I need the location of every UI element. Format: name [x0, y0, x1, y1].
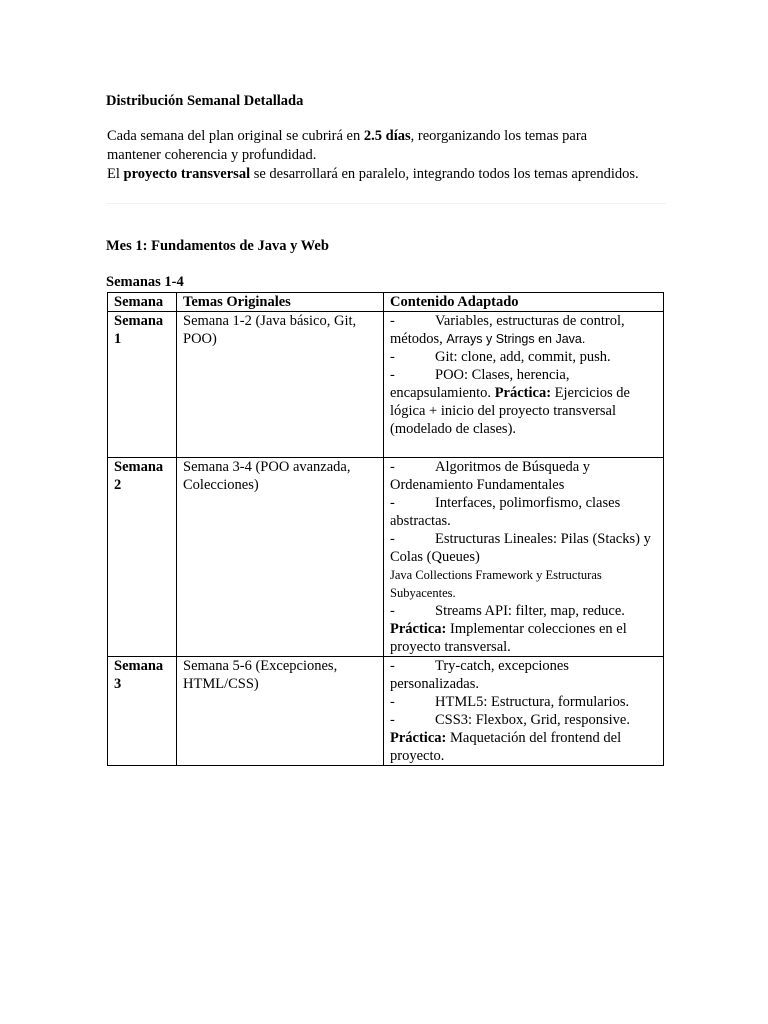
separator: [106, 203, 666, 204]
contenido-cell: - Variables, estructuras de control, métodos, Arrays y Strings en Java. - Git: clone, add, commit, push. - POO: Clases, herencia, encapsulamiento. Práctica: Ejercicios de lógica + inicio del proyecto transversal (modelado de clases).: [384, 312, 664, 458]
table-row: [108, 657, 664, 766]
schedule-table: [107, 292, 664, 766]
month-title: Mes 1: Fundamentos de Java y Web: [106, 238, 329, 254]
temas-cell: Semana 1-2 (Java básico, Git, POO): [177, 312, 384, 458]
contenido-cell: - Algoritmos de Búsqueda y Ordenamiento Fundamentales - Interfaces, polimorfismo, clases abstractas. - Estructuras Lineales: Pilas (Stacks) y Colas (Queues) Java Collections Framework y Estructuras Subyacentes. - Streams API: filter, map, reduce. Práctica: Implementar colecciones en el proyecto transversal.: [384, 458, 664, 657]
contenido-cell: - Try-catch, excepciones personalizadas. - HTML5: Estructura, formularios. - CSS3: Flexbox, Grid, responsive. Práctica: Maquetación del frontend del proyecto.: [384, 657, 664, 766]
intro-paragraph: [107, 127, 687, 184]
table-header-row: [108, 293, 664, 312]
temas-cell: Semana 5-6 (Excepciones, HTML/CSS): [177, 657, 384, 766]
weeks-title: Semanas 1-4: [106, 274, 184, 290]
week-cell: Semana 3: [108, 657, 177, 766]
column-header-temas: Temas Originales: [177, 293, 384, 312]
intro-line: Cada semana del plan original se cubrirá en 2.5 días, reorganizando los temas para: [107, 128, 588, 144]
column-header-contenido: Contenido Adaptado: [384, 293, 664, 312]
table-row: [108, 458, 664, 657]
temas-cell: Semana 3-4 (POO avanzada, Colecciones): [177, 458, 384, 657]
intro-line: mantener coherencia y profundidad.: [107, 147, 317, 163]
intro-line: El proyecto transversal se desarrollará en paralelo, integrando todos los temas aprendidos.: [107, 166, 639, 182]
section-title: Distribución Semanal Detallada: [106, 93, 304, 109]
table-row: [108, 312, 664, 458]
column-header-semana: Semana: [108, 293, 177, 312]
week-cell: Semana 1: [108, 312, 177, 458]
week-cell: Semana 2: [108, 458, 177, 657]
